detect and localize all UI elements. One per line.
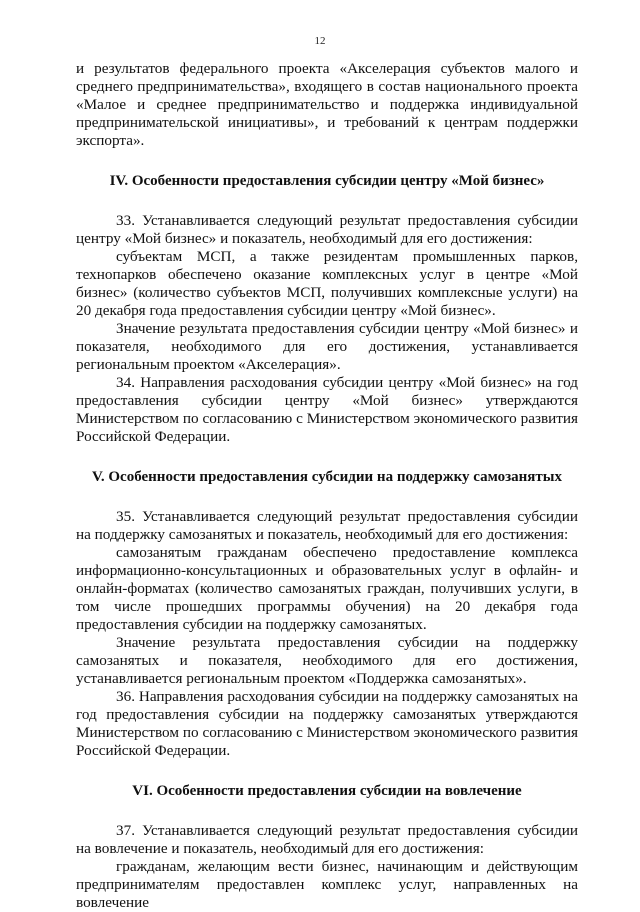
- paragraph-35-value: Значение результата предоставления субсидии на поддержку самозанятых и показателя, необходимого для его достижения, устанавливается региональным проектом «Поддержка самозанятых».: [76, 634, 578, 687]
- paragraph-36: 36. Направления расходования субсидии на поддержку самозанятых на год предоставления субсидии на поддержку самозанятых утверждаются Министерством по согласованию с Министерством экономического развития Российской Федерации.: [76, 688, 578, 759]
- paragraph-37-result: гражданам, желающим вести бизнес, начинающим и действующим предпринимателям предоставлен комплекс услуг, направленных на вовлечение: [76, 858, 578, 911]
- paragraph-35-result: самозанятым гражданам обеспечено предоставление комплекса информационно-консультационных и образовательных услуг в офлайн- и онлайн-форматах (количество самозанятых граждан, получивших услуги, в том числе прошедших программы обучения) на 20 декабря года предоставления субсидии на поддержку самозанятых.: [76, 544, 578, 633]
- paragraph-35: 35. Устанавливается следующий результат предоставления субсидии на поддержку самозанятых и показатель, необходимый для его достижения:: [76, 508, 578, 543]
- page-number: 12: [314, 35, 326, 47]
- section-heading-v: V. Особенности предоставления субсидии на поддержку самозанятых: [91, 469, 562, 485]
- paragraph-34: 34. Направления расходования субсидии центру «Мой бизнес» на год предоставления субсидии центру «Мой бизнес» утверждаются Министерством по согласованию с Министерством экономического развития Российской Федерации.: [76, 374, 578, 445]
- paragraph-37: 37. Устанавливается следующий результат предоставления субсидии на вовлечение и показатель, необходимый для его достижения:: [76, 822, 578, 857]
- paragraph-33: 33. Устанавливается следующий результат предоставления субсидии центру «Мой бизнес» и показатель, необходимый для его достижения:: [76, 212, 578, 247]
- paragraph-intro-continuation: и результатов федерального проекта «Акселерация субъектов малого и среднего предпринимательства», входящего в состав национального проекта «Малое и среднее предпринимательство и поддержка индивидуальной предпринимательской инициативы», и требований к центрам поддержки экспорта».: [76, 60, 578, 149]
- section-heading-vi: VI. Особенности предоставления субсидии на вовлечение: [132, 783, 522, 799]
- document-body: [76, 60, 578, 912]
- paragraph-33-value: Значение результата предоставления субсидии центру «Мой бизнес» и показателя, необходимого для его достижения, устанавливается региональным проектом «Акселерация».: [76, 320, 578, 373]
- paragraph-33-result: субъектам МСП, а также резидентам промышленных парков, технопарков обеспечено оказание комплексных услуг в центре «Мой бизнес» (количество субъектов МСП, получивших комплексные услуги) на 20 декабря года предоставления субсидии центру «Мой бизнес».: [76, 248, 578, 319]
- section-heading-iv: IV. Особенности предоставления субсидии центру «Мой бизнес»: [109, 173, 545, 189]
